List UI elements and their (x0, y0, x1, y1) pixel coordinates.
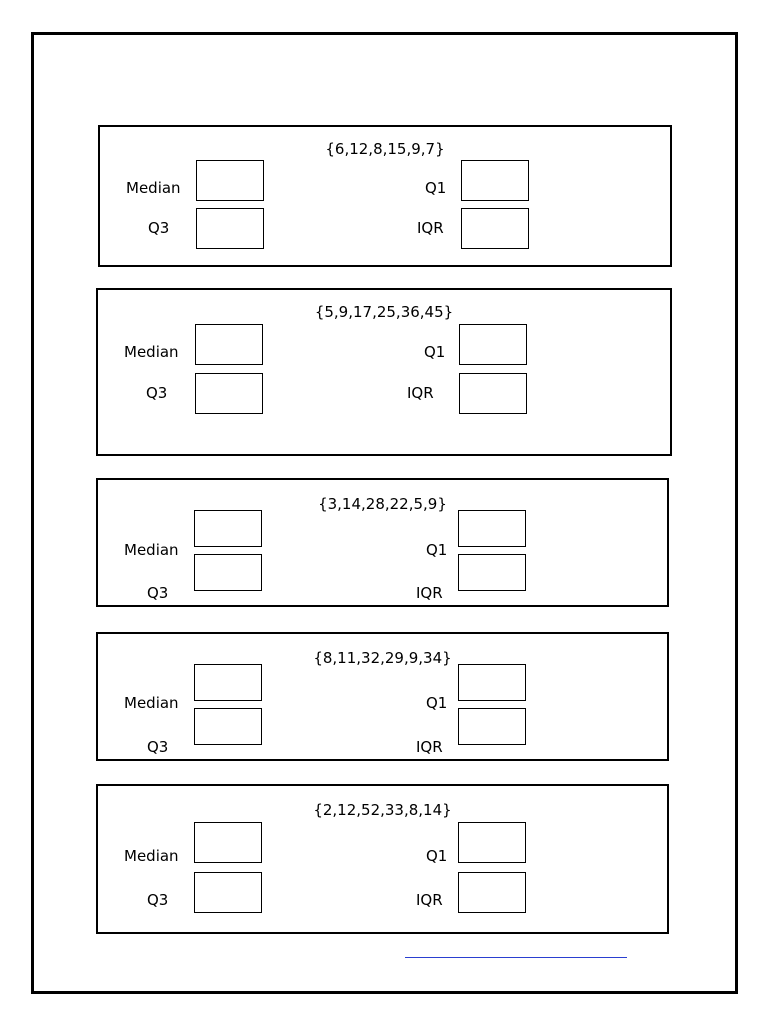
q1-label: Q1 (426, 694, 448, 712)
q1-answer-box[interactable] (459, 324, 527, 365)
q3-answer-box[interactable] (194, 708, 262, 745)
q3-label: Q3 (148, 219, 170, 237)
q1-label: Q1 (425, 179, 447, 197)
median-label: Median (124, 343, 179, 361)
median-answer-box[interactable] (194, 510, 262, 547)
q1-answer-box[interactable] (461, 160, 529, 201)
problem-set: {6,12,8,15,9,7} (325, 140, 445, 158)
median-answer-box[interactable] (196, 160, 264, 201)
median-label: Median (124, 541, 179, 559)
q1-label: Q1 (426, 847, 448, 865)
problem-card-2 (96, 288, 672, 456)
problem-set: {2,12,52,33,8,14} (313, 801, 452, 819)
problem-set: {5,9,17,25,36,45} (314, 303, 454, 321)
iqr-answer-box[interactable] (458, 708, 526, 745)
problem-card-4 (96, 632, 669, 761)
median-label: Median (126, 179, 181, 197)
iqr-answer-box[interactable] (458, 872, 526, 913)
problem-card-5 (96, 784, 669, 934)
iqr-label: IQR (416, 584, 443, 602)
median-answer-box[interactable] (194, 664, 262, 701)
q3-label: Q3 (147, 891, 169, 909)
q1-label: Q1 (426, 541, 448, 559)
median-answer-box[interactable] (195, 324, 263, 365)
q3-answer-box[interactable] (194, 872, 262, 913)
footer-link[interactable] (405, 957, 627, 958)
problem-set: {8,11,32,29,9,34} (313, 649, 452, 667)
iqr-label: IQR (416, 738, 443, 756)
median-answer-box[interactable] (194, 822, 262, 863)
q1-answer-box[interactable] (458, 510, 526, 547)
median-label: Median (124, 847, 179, 865)
iqr-label: IQR (407, 384, 434, 402)
q3-label: Q3 (147, 738, 169, 756)
iqr-answer-box[interactable] (461, 208, 529, 249)
problem-set: {3,14,28,22,5,9} (318, 495, 447, 513)
q1-answer-box[interactable] (458, 822, 526, 863)
median-label: Median (124, 694, 179, 712)
q1-label: Q1 (424, 343, 446, 361)
iqr-label: IQR (417, 219, 444, 237)
q3-label: Q3 (147, 584, 169, 602)
q3-answer-box[interactable] (194, 554, 262, 591)
problem-card-1 (98, 125, 672, 267)
q3-label: Q3 (146, 384, 168, 402)
q1-answer-box[interactable] (458, 664, 526, 701)
q3-answer-box[interactable] (196, 208, 264, 249)
iqr-label: IQR (416, 891, 443, 909)
problem-card-3 (96, 478, 669, 607)
iqr-answer-box[interactable] (459, 373, 527, 414)
iqr-answer-box[interactable] (458, 554, 526, 591)
q3-answer-box[interactable] (195, 373, 263, 414)
